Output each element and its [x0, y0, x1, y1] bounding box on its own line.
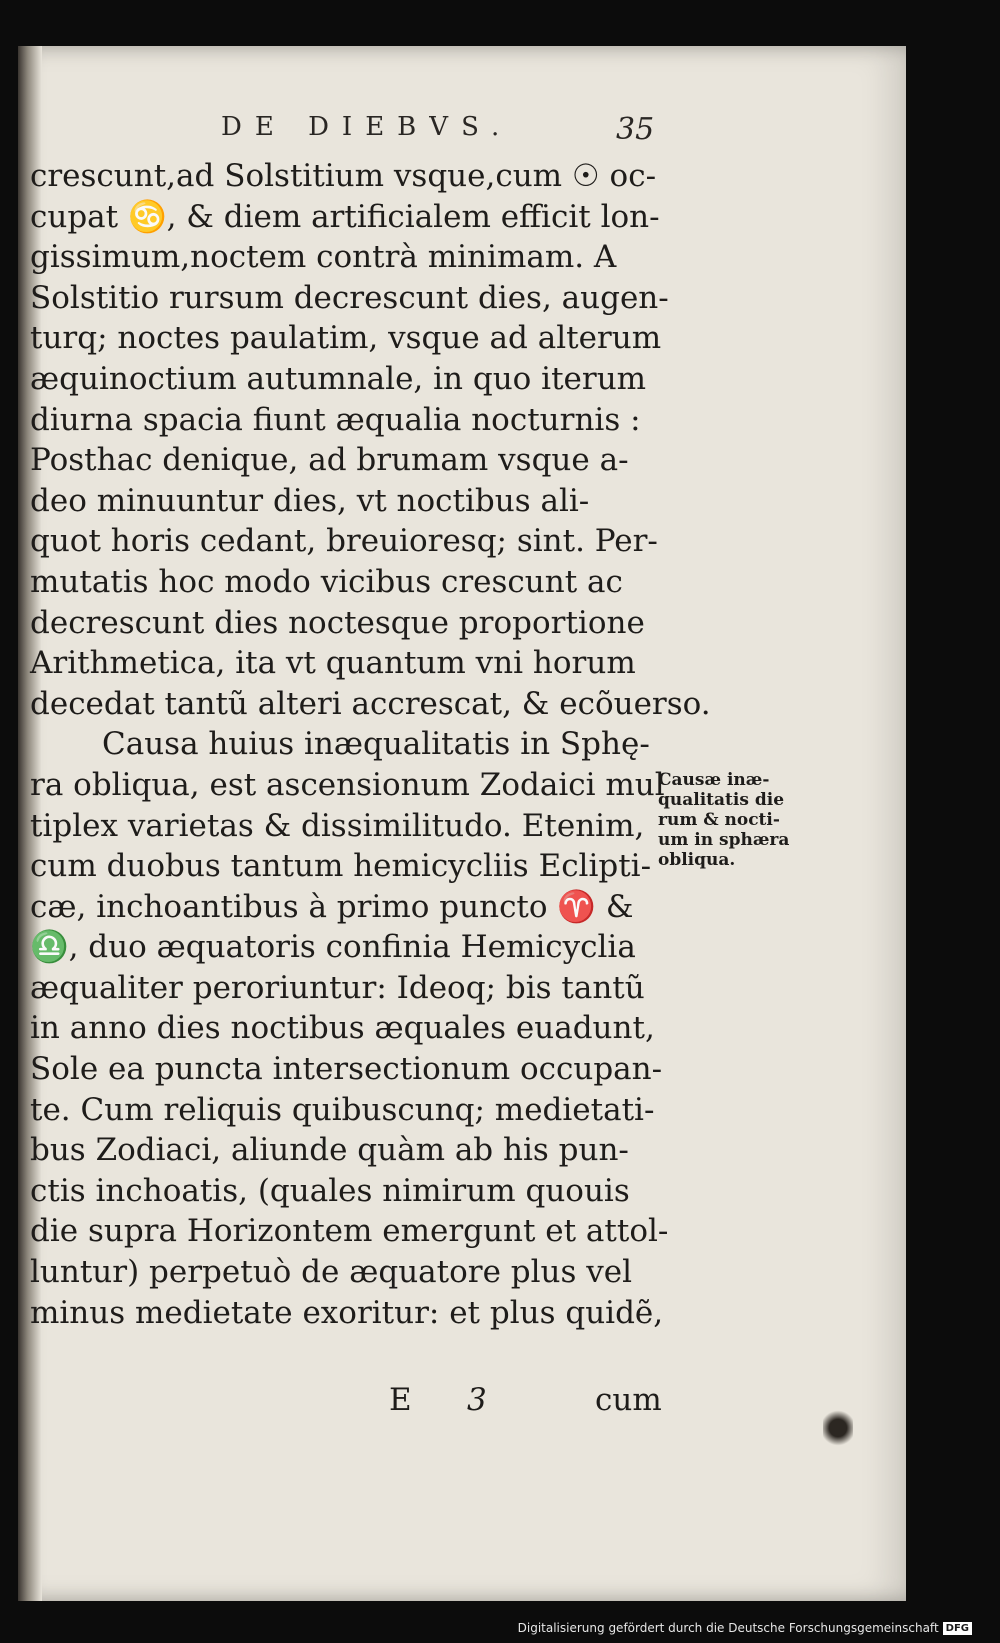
text-line: mutatis hoc modo vicibus crescunt ac — [30, 563, 623, 600]
text-line: Posthac denique, ad brumam vsque a- — [30, 442, 629, 479]
text-line: Solstitio rursum decrescunt dies, augen- — [30, 279, 669, 316]
signature-mark: E — [389, 1382, 412, 1418]
text-line: æquinoctium autumnale, in quo iterum — [30, 360, 647, 397]
text-line: cupat ♋, & diem artificialem efficit lon- — [30, 198, 660, 235]
text-line: te. Cum reliquis quibuscunq; medietati- — [30, 1091, 655, 1128]
text-line: ra obliqua, est ascensionum Zodaici mul — [30, 766, 665, 803]
text-line: diurna spacia fiunt æqualia nocturnis : — [30, 401, 641, 438]
marginal-note-line: um in sphæra — [658, 830, 790, 850]
paragraph-start-line: Causa huius inæqualitatis in Sphę- — [102, 726, 650, 763]
marginal-note-line: qualitatis die — [658, 790, 785, 810]
signature-number: 3 — [467, 1382, 487, 1418]
text-line: minus medietate exoritur: et plus quidẽ, — [30, 1294, 664, 1331]
marginal-note-line: obliqua. — [658, 850, 736, 870]
text-line: deo minuuntur dies, vt noctibus ali- — [30, 482, 590, 519]
text-line: Arithmetica, ita vt quantum vni horum — [30, 645, 636, 682]
text-line: bus Zodiaci, aliunde quàm ab his pun- — [30, 1132, 629, 1169]
text-line: decrescunt dies noctesque proportione — [30, 604, 645, 641]
main-text-block — [30, 156, 711, 1333]
catchword: cum — [595, 1382, 662, 1418]
text-line: die supra Horizontem emergunt et attol- — [30, 1213, 669, 1250]
text-line: tiplex varietas & dissimilitudo. Etenim, — [30, 807, 645, 844]
book-page — [18, 46, 906, 1601]
text-line: Sole ea puncta intersectionum occupan- — [30, 1051, 663, 1088]
text-line: turq; noctes paulatim, vsque ad alterum — [30, 320, 662, 357]
text-line: quot horis cedant, breuioresq; sint. Per- — [30, 523, 658, 560]
running-head: DE DIEBVS. — [221, 112, 513, 142]
digitization-credit — [518, 1621, 972, 1635]
text-line: ♎, duo æquatoris confinia Hemicyclia — [30, 929, 636, 966]
text-line: cæ, inchoantibus à primo puncto ♈ & — [30, 888, 634, 925]
text-line: in anno dies noctibus æquales euadunt, — [30, 1010, 655, 1047]
page-number: 35 — [616, 112, 655, 147]
text-line: luntur) perpetuò de æquatore plus vel — [30, 1254, 633, 1291]
text-line: æqualiter peroriuntur: Ideoq; bis tantũ — [30, 969, 645, 1006]
ink-stain — [823, 1408, 853, 1448]
marginal-note — [658, 770, 828, 870]
dfg-logo: DFG — [943, 1622, 972, 1635]
text-line: decedat tantũ alteri accrescat, & ecõuerso. — [30, 685, 711, 722]
marginal-note-line: rum & nocti- — [658, 810, 780, 830]
text-line: gissimum,noctem contrà minimam. A — [30, 239, 617, 276]
marginal-note-line: Causæ inæ- — [658, 770, 770, 790]
text-line: crescunt,ad Solstitium vsque,cum ☉ oc- — [30, 158, 657, 194]
text-line: ctis inchoatis, (quales nimirum quouis — [30, 1172, 630, 1209]
text-line: cum duobus tantum hemicycliis Eclipti- — [30, 848, 652, 885]
credit-text: Digitalisierung gefördert durch die Deutsche Forschungsgemeinschaft — [517, 1621, 939, 1635]
